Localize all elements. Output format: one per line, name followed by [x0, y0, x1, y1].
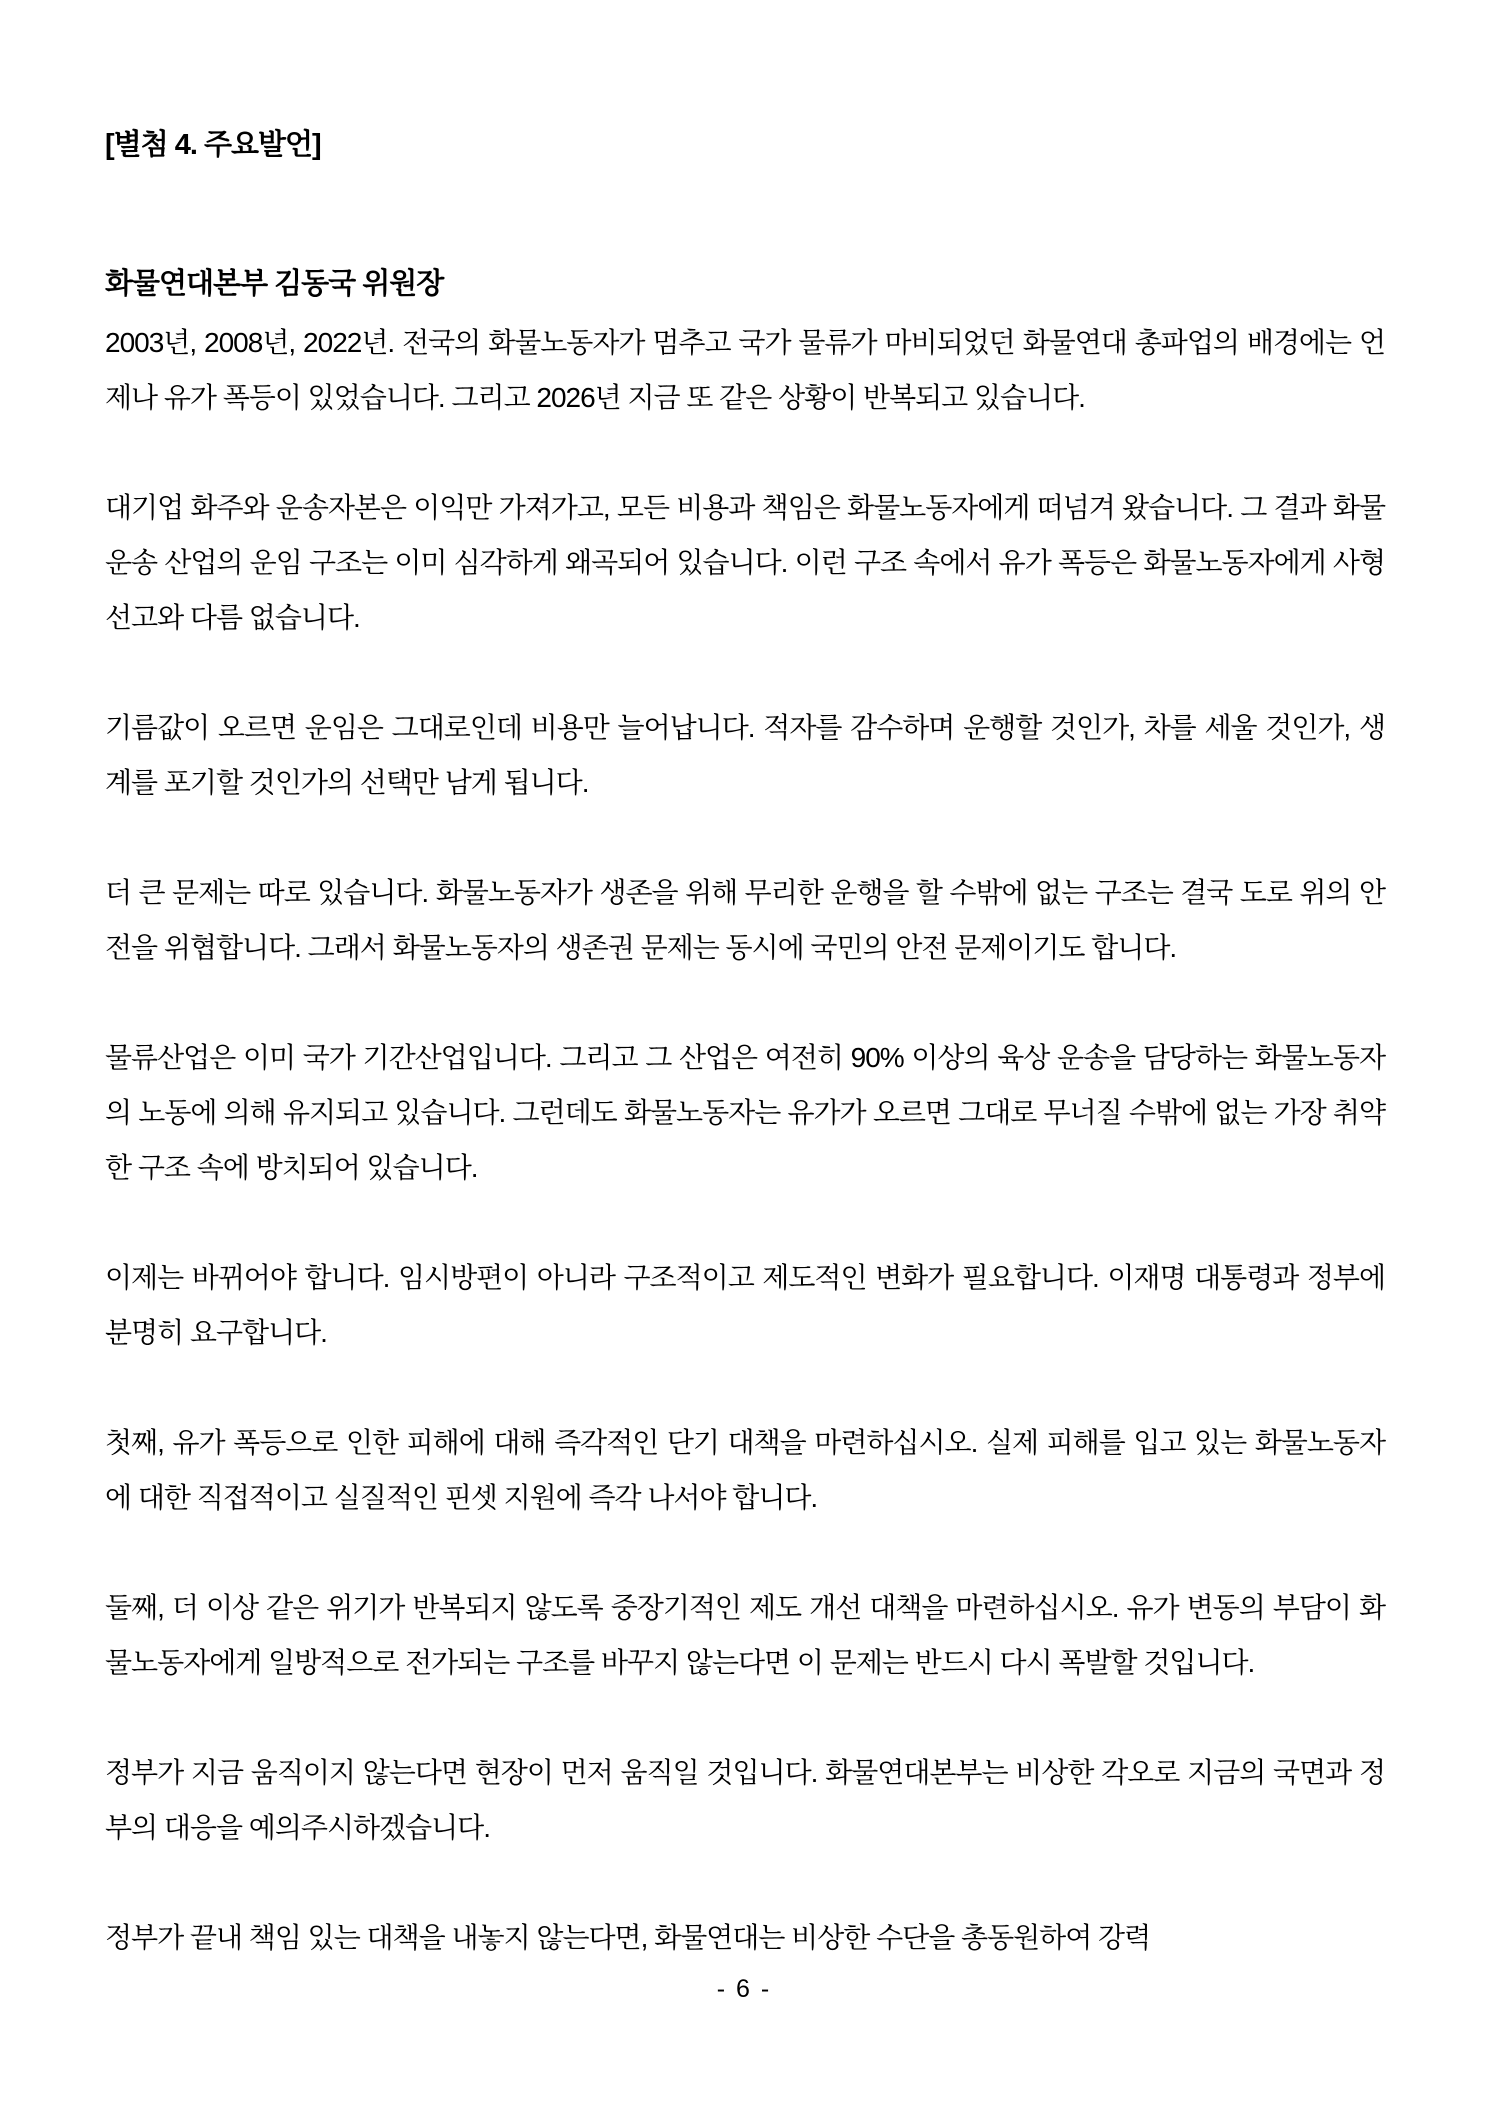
paragraph-1: 2003년, 2008년, 2022년. 전국의 화물노동자가 멈추고 국가 물류가 마비되었던 화물연대 총파업의 배경에는 언제나 유가 폭등이 있었습니다. 그리고 2026년 지금 또 같은 상황이 반복되고 있습니다.	[105, 327, 1385, 413]
speaker-heading: 화물연대본부 김동국 위원장	[105, 268, 444, 300]
paragraph-5: 물류산업은 이미 국가 기간산업입니다. 그리고 그 산업은 여전히 90% 이상의 육상 운송을 담당하는 화물노동자의 노동에 의해 유지되고 있습니다. 그런데도 화물노동자는 유가가 오르면 그대로 무너질 수밖에 없는 가장 취약한 구조 속에 방치되어 있습니다.	[105, 1042, 1385, 1183]
paragraph-8: 둘째, 더 이상 같은 위기가 반복되지 않도록 중장기적인 제도 개선 대책을 마련하십시오. 유가 변동의 부담이 화물노동자에게 일방적으로 전가되는 구조를 바꾸지 않는다면 이 문제는 반드시 다시 폭발할 것입니다.	[105, 1592, 1385, 1678]
paragraph-3: 기름값이 오르면 운임은 그대로인데 비용만 늘어납니다. 적자를 감수하며 운행할 것인가, 차를 세울 것인가, 생계를 포기할 것인가의 선택만 남게 됩니다.	[105, 712, 1385, 798]
attachment-heading: [별첨 4. 주요발언]	[105, 129, 321, 161]
paragraph-6: 이제는 바뀌어야 합니다. 임시방편이 아니라 구조적이고 제도적인 변화가 필요합니다. 이재명 대통령과 정부에 분명히 요구합니다.	[105, 1262, 1385, 1348]
paragraph-7: 첫째, 유가 폭등으로 인한 피해에 대해 즉각적인 단기 대책을 마련하십시오. 실제 피해를 입고 있는 화물노동자에 대한 직접적이고 실질적인 핀셋 지원에 즉각 나서야 합니다.	[105, 1427, 1385, 1513]
statement-body	[105, 315, 1385, 1965]
page-number: - 6 -	[716, 1975, 772, 2003]
paragraph-10: 정부가 끝내 책임 있는 대책을 내놓지 않는다면, 화물연대는 비상한 수단을 총동원하여 강력	[105, 1922, 1151, 1953]
paragraph-4: 더 큰 문제는 따로 있습니다. 화물노동자가 생존을 위해 무리한 운행을 할 수밖에 없는 구조는 결국 도로 위의 안전을 위협합니다. 그래서 화물노동자의 생존권 문제는 동시에 국민의 안전 문제이기도 합니다.	[105, 877, 1385, 963]
paragraph-9: 정부가 지금 움직이지 않는다면 현장이 먼저 움직일 것입니다. 화물연대본부는 비상한 각오로 지금의 국면과 정부의 대응을 예의주시하겠습니다.	[105, 1757, 1385, 1843]
paragraph-2: 대기업 화주와 운송자본은 이익만 가져가고, 모든 비용과 책임은 화물노동자에게 떠넘겨 왔습니다. 그 결과 화물운송 산업의 운임 구조는 이미 심각하게 왜곡되어 있습니다. 이런 구조 속에서 유가 폭등은 화물노동자에게 사형선고와 다름 없습니다.	[105, 492, 1385, 633]
